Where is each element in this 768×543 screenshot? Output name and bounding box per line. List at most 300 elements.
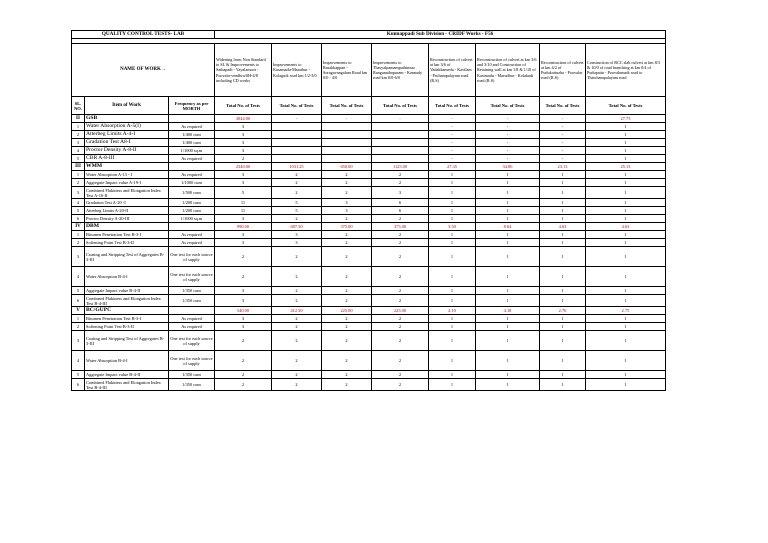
row-frequency: 1/1000 cum: [169, 179, 215, 187]
row-test-count: 2: [322, 179, 372, 187]
row-frequency: 1/500 cum: [169, 187, 215, 199]
table-row: [72, 287, 666, 295]
section-quantity: 540.00: [215, 307, 272, 315]
table-row: [72, 123, 666, 131]
row-frequency: As required: [169, 239, 215, 247]
row-test-count: 3: [215, 231, 272, 239]
row-test-count: 1: [429, 199, 476, 207]
row-item-of-work: Combined Flakiness and Elongation Index Test A-16-II: [85, 187, 169, 199]
section-name: DBM: [85, 223, 169, 231]
row-test-count: 1: [540, 371, 586, 379]
row-test-count: -: [476, 131, 540, 139]
row-test-count: 1: [540, 207, 586, 215]
row-test-count: 1: [586, 331, 666, 351]
row-test-count: 1: [586, 239, 666, 247]
row-item-of-work: Bitumen Penetration Test B-3-I: [85, 315, 169, 323]
row-test-count: [322, 139, 372, 147]
work-names-row: [72, 44, 666, 97]
row-frequency: One test for each source of supply: [169, 247, 215, 267]
row-test-count: 1: [476, 331, 540, 351]
section-quantity: 34.86: [476, 163, 540, 171]
row-test-count: 1: [540, 267, 586, 287]
row-test-count: 3: [215, 139, 272, 147]
row-test-count: 2: [322, 287, 372, 295]
row-test-count: 1: [586, 131, 666, 139]
table-row: [72, 331, 666, 351]
row-test-count: 2: [322, 379, 372, 391]
row-item-of-work: Bitumen Penetration Test B-3-I: [85, 231, 169, 239]
row-test-count: 2: [372, 215, 429, 223]
row-test-count: 3: [215, 315, 272, 323]
section-frequency-blank: [169, 307, 215, 315]
row-test-count: [372, 147, 429, 155]
row-sl-no: 6: [72, 215, 85, 223]
section-quantity: -: [429, 115, 476, 123]
row-test-count: [272, 131, 322, 139]
row-test-count: 1: [540, 239, 586, 247]
row-test-count: [372, 155, 429, 163]
row-test-count: [372, 123, 429, 131]
row-item-of-work: Gradation Test A8-I: [85, 139, 169, 147]
row-test-count: 6: [372, 199, 429, 207]
work-name-3: Improvements to Rasakkappan - Soragavangalam Road km 0/0 - 4/0: [322, 44, 372, 97]
section-quantity: 2.76: [540, 307, 586, 315]
section-quantity: 4.18: [476, 307, 540, 315]
table-row: [72, 247, 666, 267]
row-item-of-work: CBR A-8-III: [85, 155, 169, 163]
section-name: BC/GUPC: [85, 307, 169, 315]
row-test-count: 2: [372, 179, 429, 187]
row-test-count: 2: [322, 315, 372, 323]
row-sl-no: 1: [72, 123, 85, 131]
row-test-count: -: [429, 139, 476, 147]
row-test-count: 1: [586, 351, 666, 371]
sheet-subtitle: Kunnappadi Sub Division - CRIDF Works - F56: [215, 31, 666, 39]
row-test-count: [322, 147, 372, 155]
row-test-count: 1: [586, 315, 666, 323]
row-test-count: 1: [586, 379, 666, 391]
row-frequency: 1/350 cum: [169, 287, 215, 295]
row-item-of-work: Aggregate Impact value B-4-II: [85, 371, 169, 379]
row-test-count: 1: [540, 315, 586, 323]
row-test-count: 1: [586, 231, 666, 239]
row-test-count: 2: [215, 247, 272, 267]
table-row: [72, 239, 666, 247]
section-quantity: 412.50: [272, 307, 322, 315]
row-frequency: 1/200 cum: [169, 207, 215, 215]
row-test-count: -: [429, 123, 476, 131]
row-test-count: 1: [476, 323, 540, 331]
section-quantity: 25.13: [586, 163, 666, 171]
row-test-count: 1: [476, 247, 540, 267]
work-name-1: Widening from Non Standard to SL & Improvements to Sathapadi - Vayalamoor - Poovalu-vendhra/SH-4/8 including CD works: [215, 44, 272, 97]
work-name-8: Construction of RCC slab culvert at km 8/3 & 10/0 of road branching at km 0/4 of Pudupattu - Poovalumadi road to Thatchampalayam road: [586, 44, 666, 97]
row-test-count: 1: [586, 139, 666, 147]
row-test-count: 2: [215, 379, 272, 391]
section-quantity: 2340.00: [215, 163, 272, 171]
row-test-count: 2: [322, 171, 372, 179]
row-test-count: 1: [540, 179, 586, 187]
item-of-work-header: Item of Work: [85, 97, 169, 115]
row-test-count: 1: [586, 155, 666, 163]
row-test-count: 3: [215, 323, 272, 331]
name-of-work-label: NAME OF WORK→: [72, 44, 215, 97]
row-test-count: 2: [272, 179, 322, 187]
row-test-count: 2: [372, 231, 429, 239]
row-test-count: 3: [322, 207, 372, 215]
row-sl-no: 6: [72, 379, 85, 391]
table-row: [72, 139, 666, 147]
row-test-count: 1: [476, 199, 540, 207]
row-test-count: 3: [215, 123, 272, 131]
row-test-count: 1: [476, 267, 540, 287]
section-row: [72, 307, 666, 315]
row-test-count: 2: [322, 239, 372, 247]
total-tests-header-5: Total No. of Tests: [429, 97, 476, 115]
section-quantity: 27.35: [429, 163, 476, 171]
row-test-count: 11: [215, 207, 272, 215]
row-test-count: 3: [215, 295, 272, 307]
section-quantity: 375.00: [322, 223, 372, 231]
row-test-count: 2: [372, 315, 429, 323]
row-test-count: [322, 155, 372, 163]
row-test-count: 1: [429, 295, 476, 307]
row-test-count: 1: [476, 171, 540, 179]
row-test-count: -: [476, 139, 540, 147]
row-test-count: 1: [476, 379, 540, 391]
total-tests-header-4: Total No. of Tests: [372, 97, 429, 115]
row-test-count: 1: [429, 179, 476, 187]
row-frequency: As required: [169, 123, 215, 131]
row-test-count: 2: [272, 315, 322, 323]
table-row: [72, 315, 666, 323]
row-test-count: 2: [372, 239, 429, 247]
section-quantity: 990.00: [215, 223, 272, 231]
row-test-count: 1: [586, 179, 666, 187]
row-test-count: 2: [215, 155, 272, 163]
row-test-count: 2: [322, 295, 372, 307]
section-quantity: 225.00: [322, 307, 372, 315]
row-test-count: -: [429, 147, 476, 155]
row-test-count: 1: [540, 295, 586, 307]
row-frequency: 1/400 cum: [169, 131, 215, 139]
row-test-count: 1: [540, 331, 586, 351]
total-tests-header-6: Total No. of Tests: [476, 97, 540, 115]
row-test-count: 1: [586, 267, 666, 287]
row-frequency: One test for each source of supply: [169, 267, 215, 287]
table-row: [72, 323, 666, 331]
row-test-count: 3: [322, 199, 372, 207]
row-test-count: -: [429, 131, 476, 139]
sl-no-header: SL. NO.: [72, 97, 85, 115]
row-item-of-work: Softening Point Test B-3-II: [85, 239, 169, 247]
section-row: [72, 115, 666, 123]
row-test-count: 2: [272, 331, 322, 351]
row-frequency: As required: [169, 315, 215, 323]
row-test-count: 1: [429, 323, 476, 331]
row-test-count: 3: [372, 187, 429, 199]
row-item-of-work: Combined Flakiness and Elongation Index Test B-4-III: [85, 379, 169, 391]
row-test-count: 3: [215, 147, 272, 155]
section-quantity: 2.75: [586, 307, 666, 315]
section-quantity: 8.64: [476, 223, 540, 231]
section-quantity: 23.13: [540, 163, 586, 171]
section-name: GSB: [85, 115, 169, 123]
row-item-of-work: Water Absorption A-13 - I: [85, 171, 169, 179]
row-test-count: 1: [540, 247, 586, 267]
row-test-count: [322, 123, 372, 131]
row-frequency: 1/200 cum: [169, 199, 215, 207]
row-item-of-work: Atterbeg Limits A-4-I: [85, 131, 169, 139]
table-row: [72, 231, 666, 239]
row-test-count: 1: [586, 371, 666, 379]
row-test-count: [272, 147, 322, 155]
total-tests-header-8: Total No. of Tests: [586, 97, 666, 115]
section-frequency-blank: [169, 223, 215, 231]
section-code: III: [72, 163, 85, 171]
row-test-count: 6: [372, 207, 429, 215]
section-quantity: 4.63: [540, 223, 586, 231]
row-test-count: 1: [540, 379, 586, 391]
row-test-count: 1: [540, 351, 586, 371]
row-test-count: [272, 123, 322, 131]
row-test-count: 1: [429, 371, 476, 379]
row-item-of-work: Softening Point Test B-3-II: [85, 323, 169, 331]
row-test-count: 2: [372, 171, 429, 179]
row-test-count: 1: [429, 239, 476, 247]
table-row: [72, 179, 666, 187]
table-row: [72, 147, 666, 155]
table-row: [72, 187, 666, 199]
row-test-count: 1: [476, 315, 540, 323]
row-test-count: 1: [476, 351, 540, 371]
row-item-of-work: Atterbeg Limits A-20-II: [85, 207, 169, 215]
row-test-count: 2: [272, 379, 322, 391]
row-test-count: 11: [215, 199, 272, 207]
row-test-count: -: [476, 147, 540, 155]
table-row: [72, 351, 666, 371]
row-sl-no: 5: [72, 207, 85, 215]
total-tests-header-2: Total No. of Tests: [272, 97, 322, 115]
row-test-count: 2: [372, 379, 429, 391]
column-header-row: [72, 97, 666, 115]
row-item-of-work: Aggregate Impact value B-4-II: [85, 287, 169, 295]
row-test-count: 1: [586, 215, 666, 223]
row-test-count: [272, 155, 322, 163]
row-sl-no: 2: [72, 179, 85, 187]
row-test-count: 3: [215, 171, 272, 179]
row-test-count: 5: [272, 199, 322, 207]
quality-control-sheet: [71, 30, 665, 391]
section-quantity: 375.00: [372, 223, 429, 231]
row-test-count: 1: [540, 231, 586, 239]
row-sl-no: 3: [72, 139, 85, 147]
row-test-count: 1: [429, 379, 476, 391]
row-test-count: 1: [540, 323, 586, 331]
row-test-count: -: [540, 131, 586, 139]
row-item-of-work: Water Absorption B-4-I: [85, 351, 169, 371]
row-test-count: [322, 131, 372, 139]
row-test-count: 2: [272, 323, 322, 331]
row-frequency: As required: [169, 323, 215, 331]
table-row: [72, 207, 666, 215]
table-row: [72, 155, 666, 163]
section-name: WMM: [85, 163, 169, 171]
row-sl-no: 6: [72, 295, 85, 307]
row-test-count: 5: [215, 187, 272, 199]
row-test-count: 2: [272, 187, 322, 199]
row-test-count: 1: [476, 187, 540, 199]
row-test-count: 3: [215, 215, 272, 223]
table-row: [72, 295, 666, 307]
row-frequency: 1/1000 sq.m: [169, 215, 215, 223]
section-quantity: -: [476, 115, 540, 123]
total-tests-header-7: Total No. of Tests: [540, 97, 586, 115]
row-test-count: 2: [372, 331, 429, 351]
row-test-count: 1: [586, 207, 666, 215]
section-quantity: 27.75: [586, 115, 666, 123]
section-code: V: [72, 307, 85, 315]
table-row: [72, 215, 666, 223]
section-code: II: [72, 115, 85, 123]
row-test-count: 3: [215, 239, 272, 247]
row-sl-no: 4: [72, 267, 85, 287]
quality-control-table: [71, 30, 666, 391]
row-test-count: [372, 139, 429, 147]
row-item-of-work: Proctor Density A-8-II: [85, 147, 169, 155]
row-frequency: 1/350 cum: [169, 379, 215, 391]
table-row: [72, 267, 666, 287]
row-frequency: 1/1000 sq.m: [169, 147, 215, 155]
row-test-count: 1: [476, 179, 540, 187]
row-sl-no: 4: [72, 147, 85, 155]
row-test-count: 2: [372, 287, 429, 295]
section-quantity: 2.10: [429, 307, 476, 315]
section-frequency-blank: [169, 115, 215, 123]
row-test-count: 2: [372, 351, 429, 371]
row-test-count: 1: [429, 207, 476, 215]
section-code: IV: [72, 223, 85, 231]
section-quantity: -: [322, 115, 372, 123]
row-test-count: 1: [476, 215, 540, 223]
section-quantity: 4.63: [586, 223, 666, 231]
work-name-6: Reconstruction of culvert at km 3/6 and 3/10 and Construction of Retaining wall at km 1/8 & 1/10 of Kasimadu - Marudhur - Kolakudi road (R.S): [476, 44, 540, 97]
row-test-count: 2: [272, 247, 322, 267]
row-test-count: 1: [586, 187, 666, 199]
table-row: [72, 171, 666, 179]
section-row: [72, 223, 666, 231]
row-test-count: 2: [272, 287, 322, 295]
row-test-count: 2: [322, 215, 372, 223]
row-test-count: 2: [272, 371, 322, 379]
row-test-count: 2: [372, 371, 429, 379]
row-test-count: 2: [322, 351, 372, 371]
row-test-count: 3: [215, 131, 272, 139]
row-test-count: 1: [429, 171, 476, 179]
row-test-count: 2: [322, 187, 372, 199]
table-row: [72, 371, 666, 379]
work-name-7: Reconstruction of culvert at km 4/2 of Pudukottuzha - Poovalar road (R.S): [540, 44, 586, 97]
row-test-count: 1: [429, 215, 476, 223]
row-frequency: As required: [169, 231, 215, 239]
row-test-count: 1: [476, 239, 540, 247]
row-test-count: 1: [429, 267, 476, 287]
row-item-of-work: Combined Flakiness and Elongation Index Test B-4-III: [85, 295, 169, 307]
work-name-2: Improvements to Kasamadu-Marathur - Kolagudi road km 1/2-3/0: [272, 44, 322, 97]
row-frequency: 1/350 cum: [169, 295, 215, 307]
row-test-count: 1: [476, 371, 540, 379]
row-test-count: 2: [215, 267, 272, 287]
row-sl-no: 4: [72, 351, 85, 371]
total-tests-header-1: Total No. of Tests: [215, 97, 272, 115]
row-item-of-work: Proctor Density A-20-III: [85, 215, 169, 223]
row-test-count: 2: [322, 371, 372, 379]
row-test-count: 3: [272, 239, 322, 247]
row-test-count: 2: [272, 171, 322, 179]
section-quantity: 1031.25: [272, 163, 322, 171]
row-test-count: 1: [540, 187, 586, 199]
row-test-count: 2: [322, 323, 372, 331]
total-tests-header-3: Total No. of Tests: [322, 97, 372, 115]
row-test-count: [272, 139, 322, 147]
section-frequency-blank: [169, 163, 215, 171]
row-test-count: -: [540, 123, 586, 131]
row-test-count: -: [429, 155, 476, 163]
row-test-count: 1: [429, 247, 476, 267]
section-quantity: -: [540, 115, 586, 123]
row-test-count: 2: [372, 247, 429, 267]
frequency-header: Frequency as per MORTH: [169, 97, 215, 115]
row-test-count: -: [476, 155, 540, 163]
row-test-count: 2: [272, 215, 322, 223]
row-test-count: 1: [586, 147, 666, 155]
row-sl-no: 1: [72, 231, 85, 239]
row-sl-no: 5: [72, 371, 85, 379]
row-test-count: 2: [372, 323, 429, 331]
row-test-count: 1: [429, 187, 476, 199]
table-row: [72, 199, 666, 207]
row-frequency: One test for each source of supply: [169, 331, 215, 351]
row-frequency: 1/400 cum: [169, 139, 215, 147]
row-test-count: 2: [215, 351, 272, 371]
row-test-count: 1: [586, 323, 666, 331]
row-sl-no: 4: [72, 199, 85, 207]
row-sl-no: 1: [72, 171, 85, 179]
table-row: [72, 379, 666, 391]
row-sl-no: 3: [72, 247, 85, 267]
row-test-count: 3: [215, 179, 272, 187]
row-test-count: 5: [272, 207, 322, 215]
row-test-count: 1: [429, 287, 476, 295]
row-test-count: 1: [540, 199, 586, 207]
section-quantity: -: [372, 115, 429, 123]
row-test-count: [372, 131, 429, 139]
row-test-count: 1: [429, 315, 476, 323]
row-test-count: 1: [586, 171, 666, 179]
row-test-count: 2: [322, 231, 372, 239]
row-sl-no: 3: [72, 331, 85, 351]
section-quantity: 1125.00: [372, 163, 429, 171]
row-frequency: As required: [169, 171, 215, 179]
row-frequency: As required: [169, 155, 215, 163]
row-sl-no: 5: [72, 155, 85, 163]
table-row: [72, 131, 666, 139]
row-test-count: 2: [372, 267, 429, 287]
row-item-of-work: Coating and Stripping Test of Aggregates B-3-III: [85, 247, 169, 267]
row-test-count: 1: [476, 207, 540, 215]
row-item-of-work: Aggregate Impact value A-19-I: [85, 179, 169, 187]
row-test-count: 2: [272, 351, 322, 371]
